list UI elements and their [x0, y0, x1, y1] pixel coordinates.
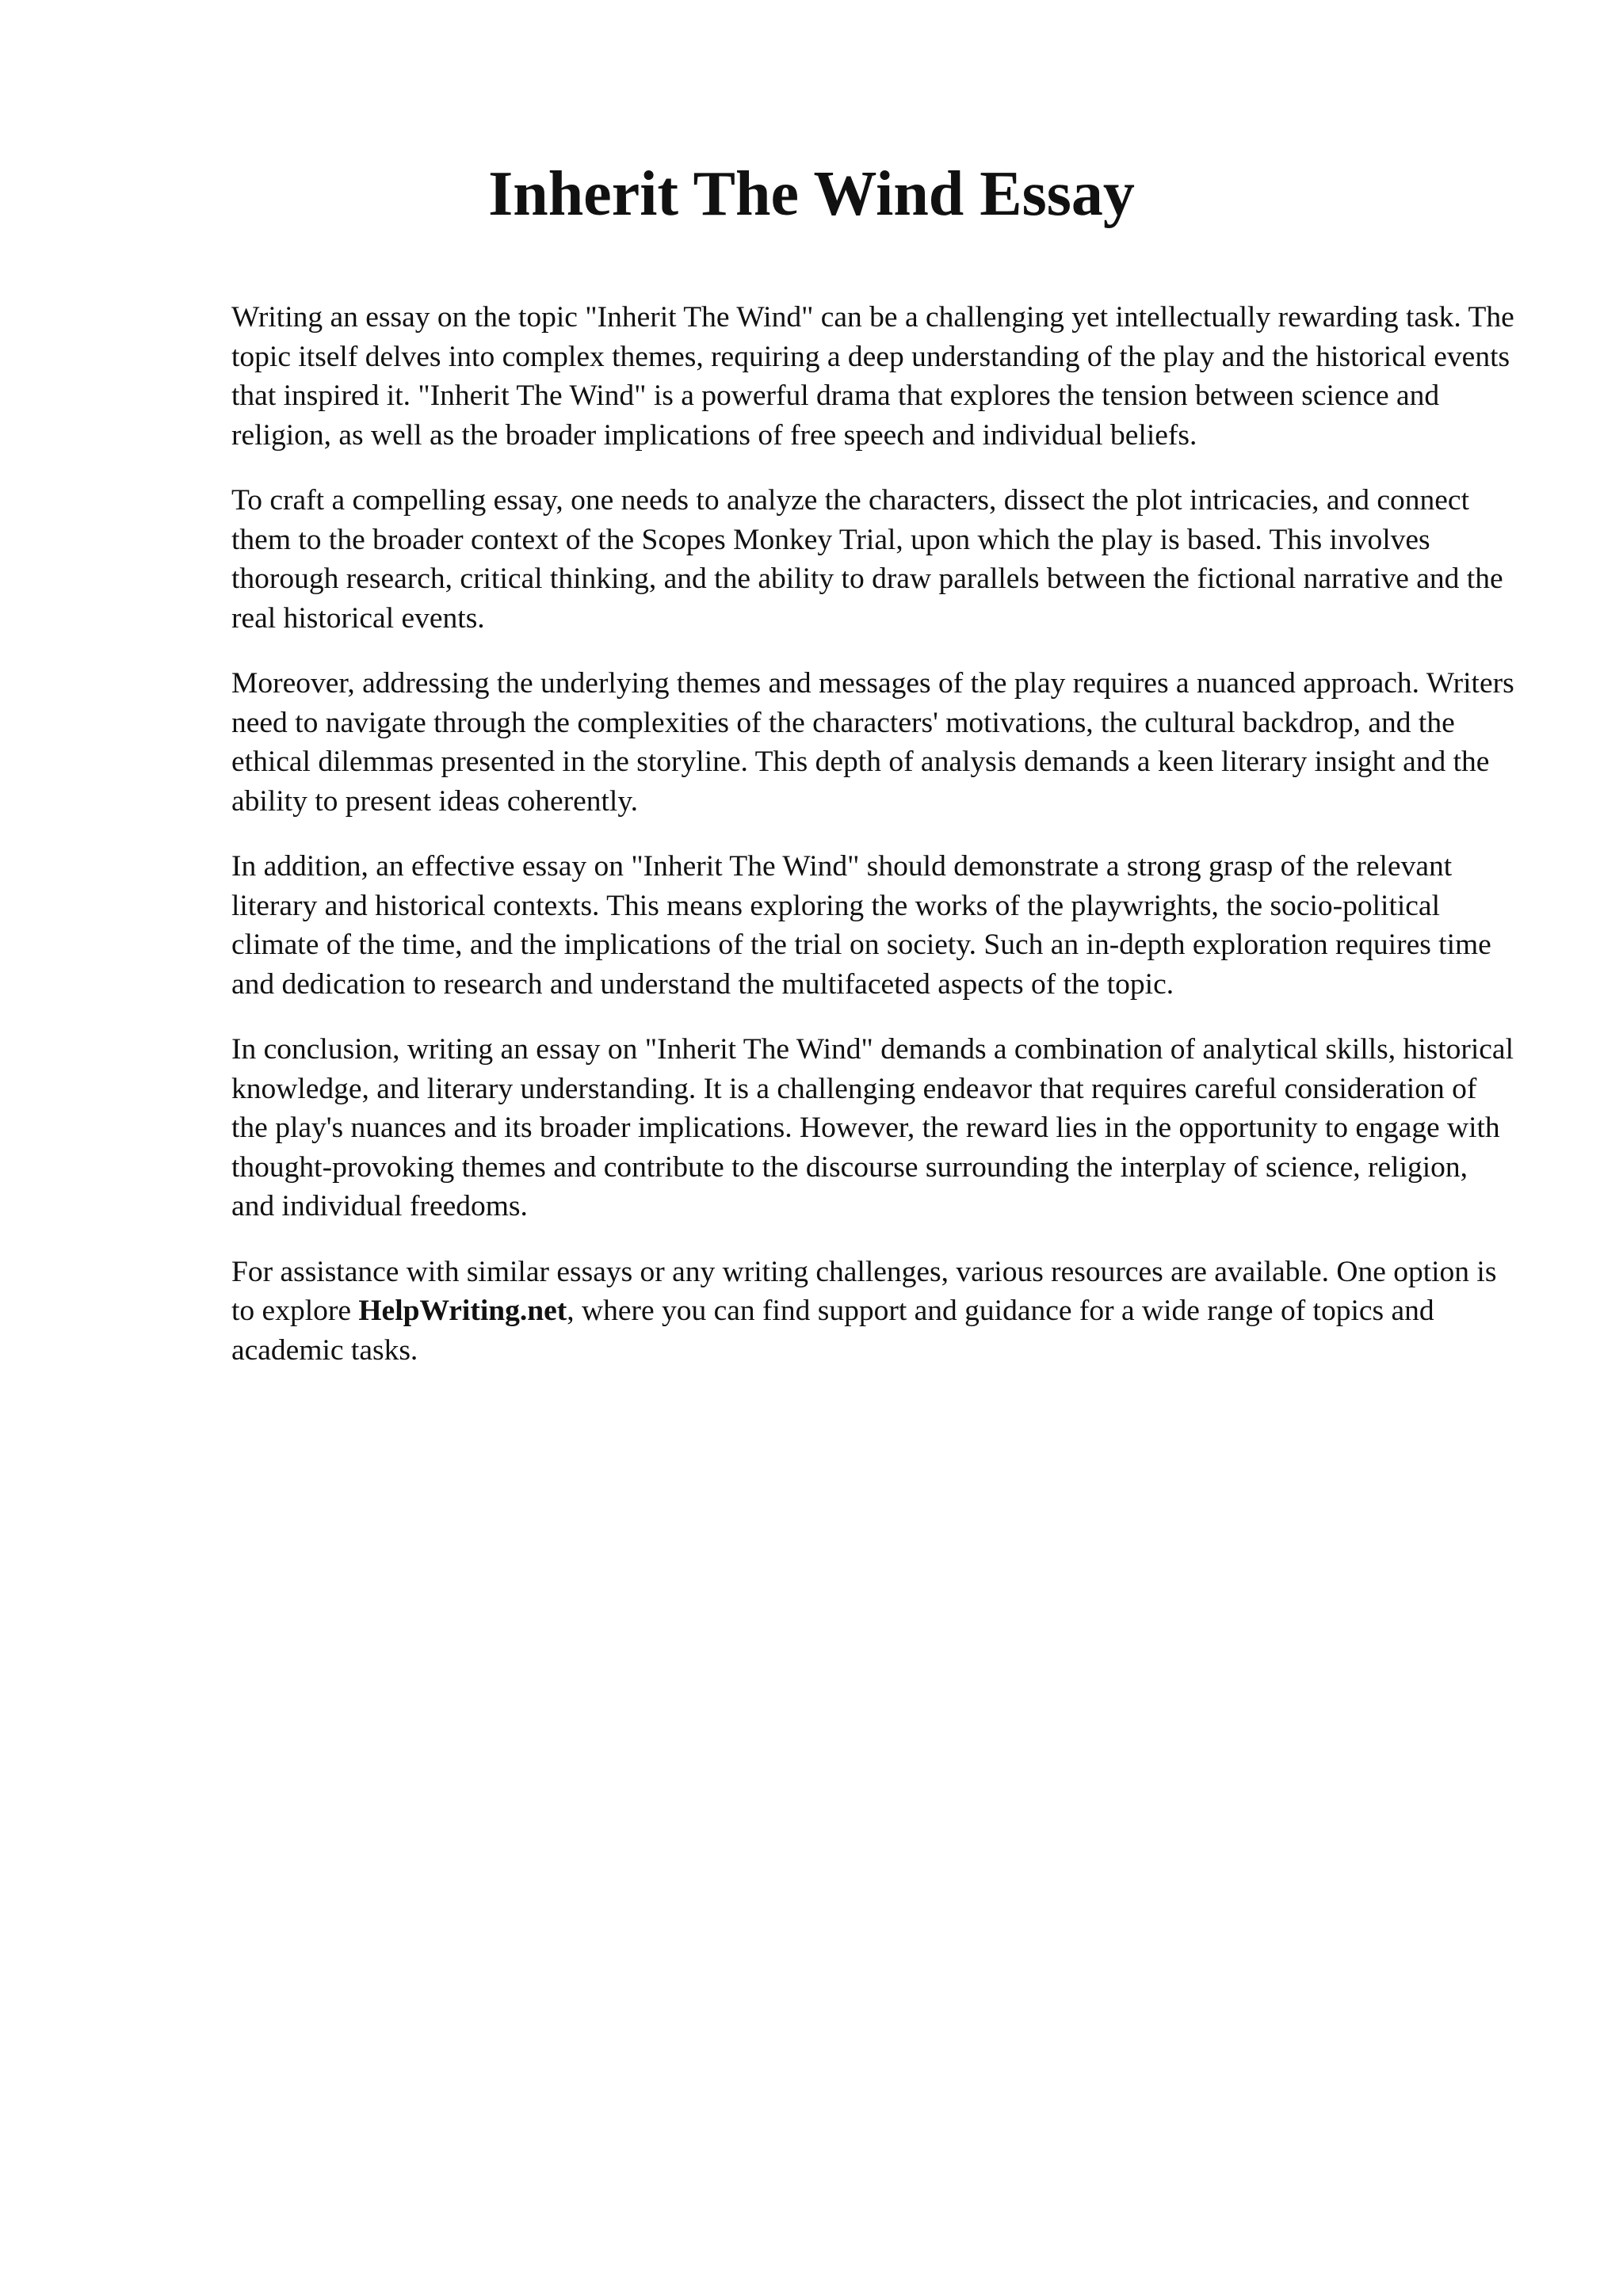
helpwriting-link[interactable]: HelpWriting.net	[358, 1295, 567, 1327]
paragraph-1: Writing an essay on the topic "Inherit The Wind" can be a challenging yet intellectually rewarding task. The topic itself delves into complex themes, requiring a deep understanding of the play and the historical events that inspired it. "Inherit The Wind" is a powerful drama that explores the tension between science and religion, as well as the broader implications of free speech and individual beliefs.	[231, 301, 1514, 452]
paragraph-5: In conclusion, writing an essay on "Inherit The Wind" demands a combination of analytical skills, historical knowledge, and literary understanding. It is a challenging endeavor that requires careful consideration of the play's nuances and its broader implications. However, the reward lies in the opportunity to engage with thought-provoking themes and contribute to the discourse surrounding the interplay of science, religion, and individual freedoms.	[231, 1033, 1514, 1222]
paragraph-3: Moreover, addressing the underlying themes and messages of the play requires a nuanced approach. Writers need to navigate through the complexities of the characters' motivations, the cultural backdrop, and the ethical dilemmas presented in the storyline. This depth of analysis demands a keen literary insight and the ability to present ideas coherently.	[231, 667, 1514, 818]
essay-body	[231, 298, 1515, 1396]
paragraph-2: To craft a compelling essay, one needs to analyze the characters, dissect the plot intricacies, and connect them to the broader context of the Scopes Monkey Trial, upon which the play is based. This involves thorough research, critical thinking, and the ability to draw parallels between the fictional narrative and the real historical events.	[231, 484, 1503, 635]
closing-text-before: For assistance with similar essays or any writing challenges, various resources are available. One option is to explore	[231, 1255, 1497, 1327]
page-title: Inherit The Wind Essay	[488, 159, 1135, 229]
closing-paragraph	[231, 1253, 1515, 1371]
closing-text-after: , where you can find support and guidance for a wide range of topics and academic tasks.	[231, 1295, 1434, 1367]
paragraph-4: In addition, an effective essay on "Inherit The Wind" should demonstrate a strong grasp of the relevant literary and historical contexts. This means exploring the works of the playwrights, the socio-political climate of the time, and the implications of the trial on society. Such an in-depth exploration requires time and dedication to research and understand the multifaceted aspects of the topic.	[231, 850, 1491, 1001]
